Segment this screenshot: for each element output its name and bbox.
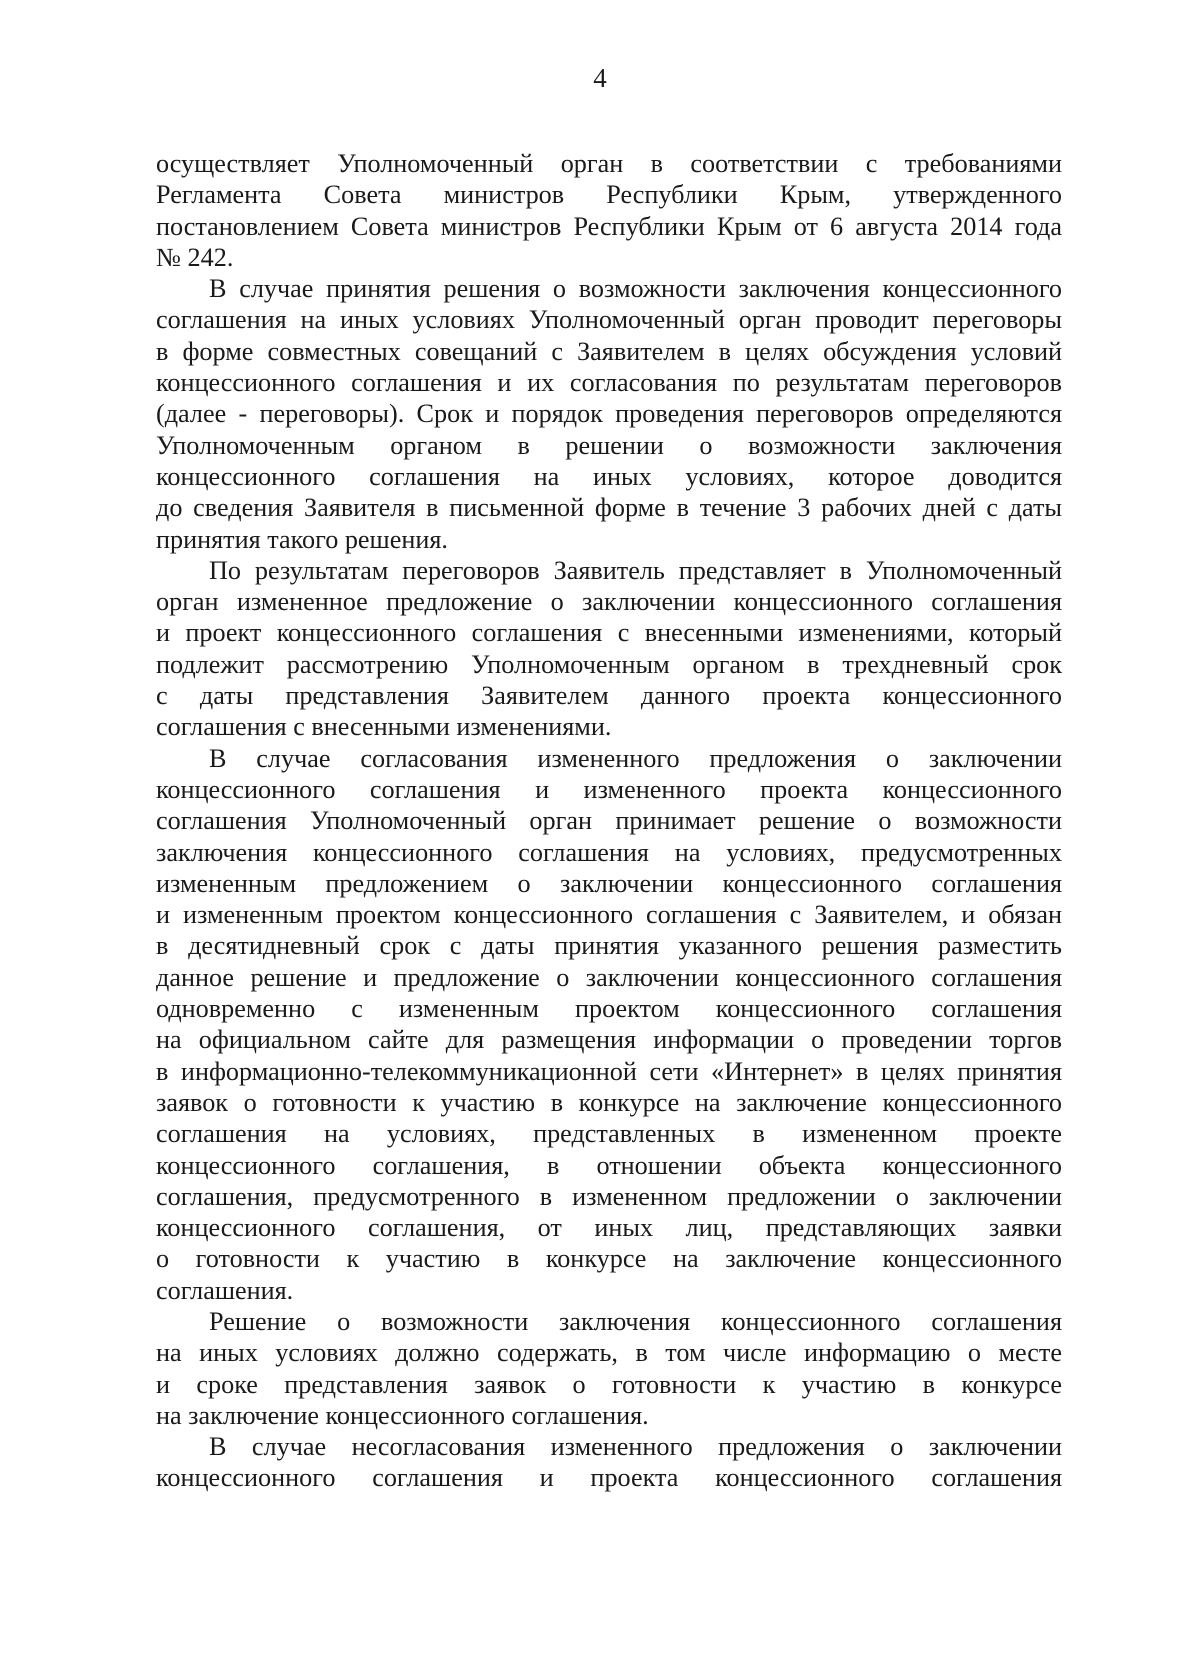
paragraph bbox=[156, 1306, 1062, 1431]
page-number: 4 bbox=[593, 63, 607, 93]
text-line: орган измененное предложение о заключении концессионного соглашения bbox=[156, 587, 1062, 617]
text-line: концессионного соглашения и измененного проекта концессионного bbox=[156, 774, 1062, 804]
text-line: в информационно-телекоммуникационной сети «Интернет» в целях принятия bbox=[156, 1056, 1062, 1086]
paragraph bbox=[156, 743, 1062, 1306]
text-line: В случае согласования измененного предложения о заключении bbox=[209, 743, 1062, 773]
text-line: концессионного соглашения, в отношении объекта концессионного bbox=[156, 1150, 1062, 1180]
text-line: одновременно с измененным проектом концессионного соглашения bbox=[156, 994, 1062, 1024]
text-line: принятия такого решения. bbox=[156, 524, 448, 554]
text-line: концессионного соглашения, от иных лиц, представляющих заявки bbox=[156, 1213, 1062, 1243]
text-line: данное решение и предложение о заключении концессионного соглашения bbox=[156, 962, 1062, 992]
text-line: № 242. bbox=[156, 242, 234, 272]
paragraph bbox=[156, 555, 1062, 743]
text-line: (далее - переговоры). Срок и порядок проведения переговоров определяются bbox=[156, 399, 1062, 429]
text-line: соглашения Уполномоченный орган принимает решение о возможности bbox=[156, 806, 1062, 836]
text-line: на заключение концессионного соглашения. bbox=[156, 1400, 649, 1430]
text-line: соглашения, предусмотренного в измененном предложении о заключении bbox=[156, 1181, 1062, 1211]
text-line: соглашения на условиях, представленных в измененном проекте bbox=[156, 1119, 1062, 1149]
text-line: до сведения Заявителя в письменной форме в течение 3 рабочих дней с даты bbox=[156, 493, 1062, 523]
body-text bbox=[156, 148, 1062, 1494]
text-line: о готовности к участию в конкурсе на заключение концессионного bbox=[156, 1244, 1062, 1274]
text-line: в десятидневный срок с даты принятия указанного решения разместить bbox=[156, 931, 1062, 961]
text-line: измененным предложением о заключении концессионного соглашения bbox=[156, 868, 1062, 898]
text-line: на официальном сайте для размещения информации о проведении торгов bbox=[156, 1025, 1062, 1055]
text-line: концессионного соглашения на иных условиях, которое доводится bbox=[156, 461, 1062, 491]
paragraph bbox=[156, 273, 1062, 555]
text-line: и измененным проектом концессионного соглашения с Заявителем, и обязан bbox=[156, 900, 1062, 930]
text-line: постановлением Совета министров Республики Крым от 6 августа 2014 года bbox=[156, 211, 1062, 241]
paragraph bbox=[156, 1431, 1062, 1494]
text-line: с даты представления Заявителем данного проекта концессионного bbox=[156, 681, 1062, 711]
text-line: По результатам переговоров Заявитель представляет в Уполномоченный bbox=[209, 555, 1062, 585]
text-line: осуществляет Уполномоченный орган в соответствии с требованиями bbox=[156, 149, 1062, 178]
text-line: концессионного соглашения и проекта концессионного соглашения bbox=[156, 1463, 1062, 1493]
text-line: соглашения на иных условиях Уполномоченный орган проводит переговоры bbox=[156, 305, 1062, 335]
text-line: на иных условиях должно содержать, в том числе информацию о месте bbox=[156, 1338, 1062, 1368]
text-line: В случае несогласования измененного предложения о заключении bbox=[209, 1432, 1062, 1462]
text-line: Регламента Совета министров Республики Крым, утвержденного bbox=[156, 180, 1062, 210]
text-line: подлежит рассмотрению Уполномоченным органом в трехдневный срок bbox=[156, 649, 1062, 679]
paragraph bbox=[156, 148, 1062, 273]
text-line: Решение о возможности заключения концессионного соглашения bbox=[209, 1306, 1062, 1336]
text-line: соглашения. bbox=[156, 1275, 294, 1305]
text-line: В случае принятия решения о возможности заключения концессионного bbox=[209, 274, 1062, 304]
text-line: концессионного соглашения и их согласования по результатам переговоров bbox=[156, 368, 1062, 398]
text-line: Уполномоченным органом в решении о возможности заключения bbox=[156, 430, 1062, 460]
text-line: в форме совместных совещаний с Заявителем в целях обсуждения условий bbox=[156, 336, 1062, 366]
text-line: и сроке представления заявок о готовности к участию в конкурсе bbox=[156, 1369, 1062, 1399]
text-line: и проект концессионного соглашения с внесенными изменениями, который bbox=[156, 618, 1062, 648]
text-line: заявок о готовности к участию в конкурсе на заключение концессионного bbox=[156, 1087, 1062, 1117]
text-line: заключения концессионного соглашения на условиях, предусмотренных bbox=[156, 837, 1062, 867]
text-line: соглашения с внесенными изменениями. bbox=[156, 712, 612, 742]
